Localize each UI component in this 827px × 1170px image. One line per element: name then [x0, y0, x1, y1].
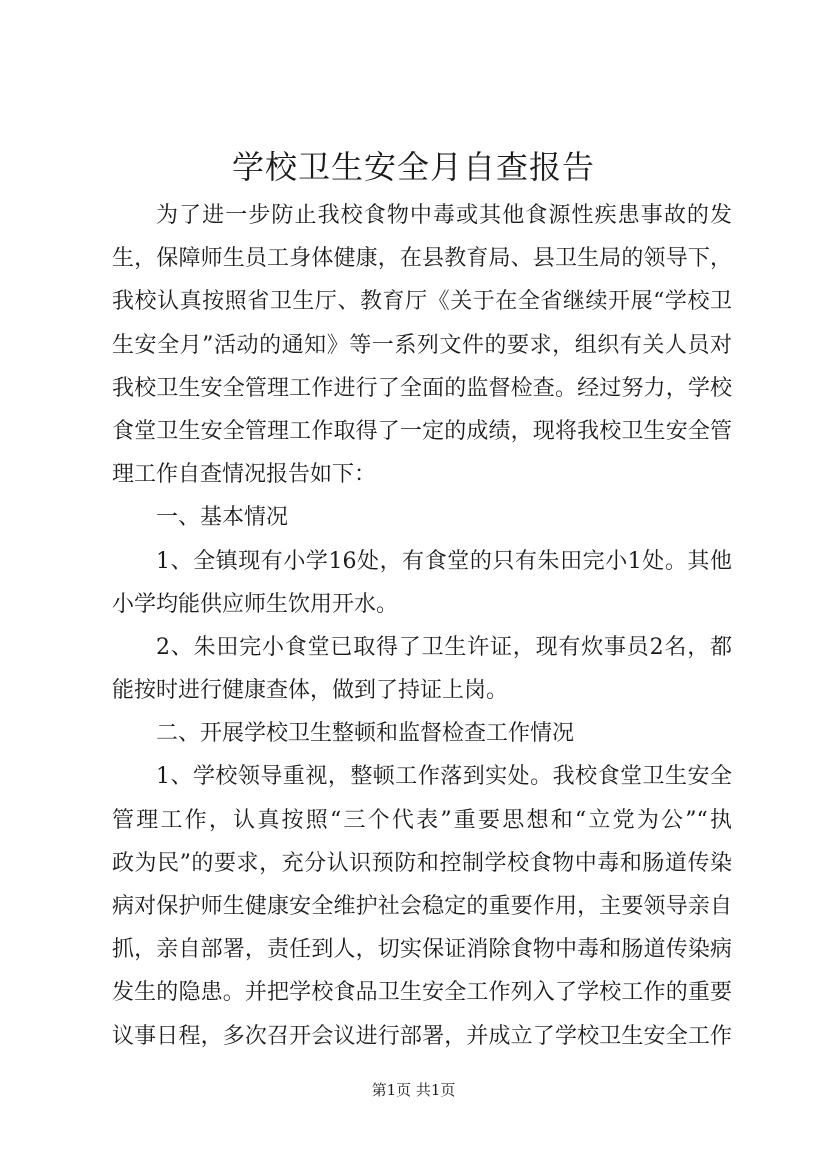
paragraph-line: 我校认真按照省卫生厅、教育厅《关于在全省继续开展“学校卫: [112, 289, 732, 315]
paragraph-line: 2、朱田完小食堂已取得了卫生许证，现有炊事员2名，都: [156, 634, 732, 660]
paragraph-line: 发生的隐患。并把学校食品卫生安全工作列入了学校工作的重要: [112, 980, 732, 1006]
paragraph-line: 1、学校领导重视，整顿工作落到实处。我校食堂卫生安全: [156, 764, 732, 790]
paragraph-line: 生，保障师生员工身体健康，在县教育局、县卫生局的领导下，: [112, 246, 732, 272]
paragraph-line: 食堂卫生安全管理工作取得了一定的成绩，现将我校卫生安全管: [112, 418, 732, 444]
paragraph-line: 小学均能供应师生饮用开水。: [112, 591, 399, 617]
document-title: 学校卫生安全月自查报告: [231, 148, 595, 186]
paragraph-line: 为了进一步防止我校食物中毒或其他食源性疾患事故的发: [156, 203, 732, 228]
paragraph-line: 议事日程，多次召开会议进行部署，并成立了学校卫生安全工作: [112, 1023, 732, 1049]
paragraph-line: 1、全镇现有小学16处，有食堂的只有朱田完小1处。其他: [156, 548, 732, 574]
paragraph-line: 政为民”的要求，充分认识预防和控制学校食物中毒和肠道传染: [112, 850, 732, 876]
page-footer: 第1页 共1页: [371, 1081, 456, 1099]
paragraph-line: 管理工作，认真按照“三个代表”重要思想和“立党为公”“执: [112, 807, 732, 833]
document-body: [112, 194, 732, 1058]
paragraph-line: 抓，亲自部署，责任到人，切实保证消除食物中毒和肠道传染病: [112, 937, 732, 963]
paragraph-line: 我校卫生安全管理工作进行了全面的监督检查。经过努力，学校: [112, 375, 732, 401]
paragraph-line: 病对保护师生健康安全维护社会稳定的重要作用，主要领导亲自: [112, 894, 732, 919]
paragraph-line: 二、开展学校卫生整顿和监督检查工作情况: [156, 721, 575, 747]
paragraph-line: 能按时进行健康查体，做到了持证上岗。: [112, 678, 509, 704]
paragraph-line: 一、基本情况: [156, 505, 289, 531]
paragraph-line: 理工作自查情况报告如下：: [112, 462, 377, 488]
paragraph-line: 生安全月”活动的通知》等一系列文件的要求，组织有关人员对: [112, 332, 732, 358]
